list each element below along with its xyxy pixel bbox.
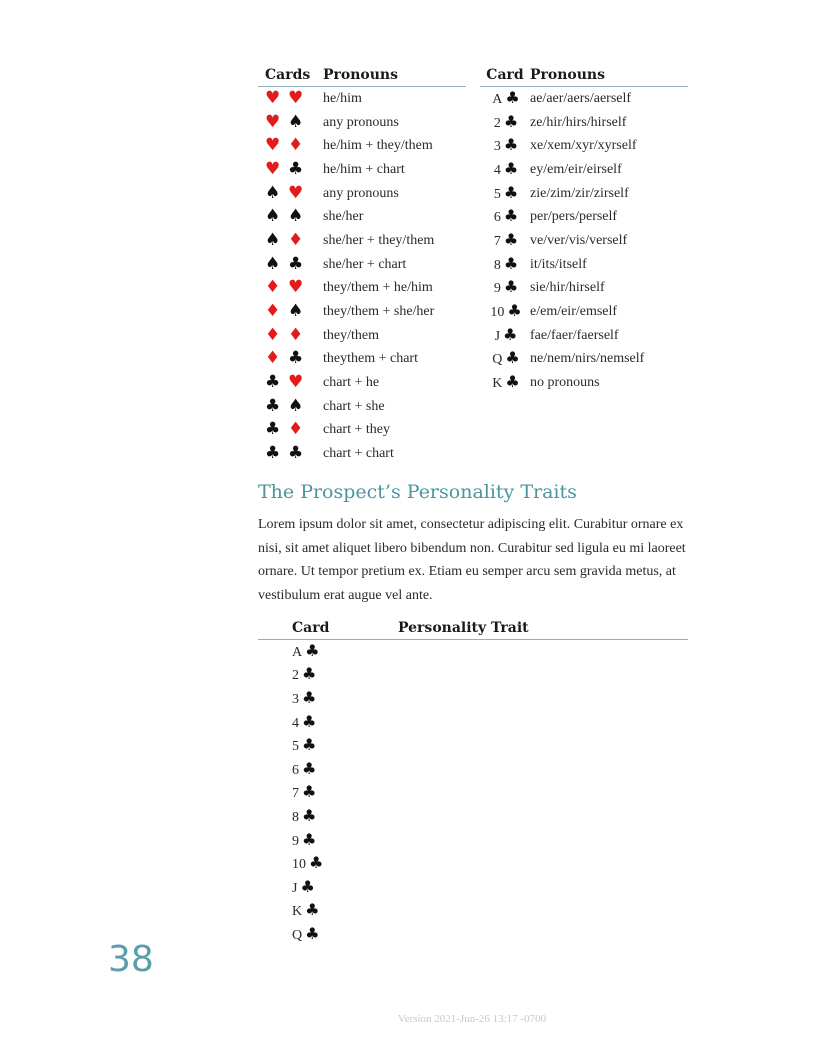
spade-icon: ♠ bbox=[265, 229, 281, 250]
club-icon: ♣ bbox=[503, 135, 519, 155]
card-suits-cell bbox=[258, 182, 323, 206]
club-icon: ♣ bbox=[305, 900, 320, 920]
trait-cell bbox=[398, 687, 688, 711]
table-row bbox=[258, 852, 688, 876]
pronoun-cell: ey/em/eir/eirself bbox=[530, 161, 622, 177]
pronoun-cell: e/em/eir/emself bbox=[530, 304, 618, 320]
pronoun-cell: they/them + she/her bbox=[323, 304, 435, 320]
table-row bbox=[480, 134, 688, 158]
pronoun-cell: any pronouns bbox=[323, 185, 399, 201]
card-rank: 4 bbox=[493, 162, 501, 178]
club-icon: ♣ bbox=[309, 853, 324, 873]
card-rank: 6 bbox=[493, 210, 501, 226]
pronoun-cell: he/him + they/them bbox=[323, 138, 433, 154]
header-pronouns: Pronouns bbox=[530, 67, 688, 87]
card-cell bbox=[258, 758, 398, 782]
heart-icon: ♥ bbox=[288, 372, 304, 393]
card-cell bbox=[480, 229, 530, 253]
card-cell bbox=[258, 711, 398, 735]
trait-cell bbox=[398, 664, 688, 688]
club-icon: ♣ bbox=[503, 253, 519, 273]
card-cell bbox=[480, 87, 530, 111]
table-row bbox=[258, 805, 688, 829]
pronoun-cell: any pronouns bbox=[323, 114, 399, 130]
pronoun-cell: xe/xem/xyr/xyrself bbox=[530, 138, 637, 154]
pronoun-cell: chart + she bbox=[323, 398, 385, 414]
trait-cell bbox=[398, 734, 688, 758]
trait-cell bbox=[398, 876, 688, 900]
heart-icon: ♥ bbox=[288, 182, 304, 203]
card-rank: 6 bbox=[292, 762, 299, 778]
card-cell bbox=[480, 134, 530, 158]
club-icon: ♣ bbox=[503, 277, 519, 297]
spade-icon: ♠ bbox=[265, 253, 281, 274]
pronoun-table-clubs bbox=[480, 67, 688, 395]
heart-icon: ♥ bbox=[288, 87, 304, 108]
club-icon: ♣ bbox=[302, 782, 317, 802]
card-rank: J bbox=[292, 880, 298, 896]
section-heading: The Prospect’s Personality Traits bbox=[258, 481, 577, 503]
card-cell bbox=[480, 324, 530, 348]
diamond-icon: ♦ bbox=[265, 277, 281, 298]
club-icon: ♣ bbox=[302, 664, 317, 684]
card-cell bbox=[480, 182, 530, 206]
card-cell bbox=[258, 640, 398, 664]
card-rank: K bbox=[492, 376, 503, 392]
club-icon: ♣ bbox=[302, 805, 317, 825]
club-icon: ♣ bbox=[265, 419, 281, 440]
card-rank: 8 bbox=[493, 257, 501, 273]
table-row bbox=[258, 300, 466, 324]
header-personality-trait: Personality Trait bbox=[398, 620, 688, 640]
club-icon: ♣ bbox=[503, 206, 519, 226]
personality-trait-table bbox=[258, 620, 688, 947]
card-cell bbox=[258, 876, 398, 900]
pronoun-cell: they/them + he/him bbox=[323, 280, 433, 296]
club-icon: ♣ bbox=[300, 876, 315, 896]
heart-icon: ♥ bbox=[288, 277, 304, 298]
table-row bbox=[258, 205, 466, 229]
club-icon: ♣ bbox=[265, 395, 281, 416]
club-icon: ♣ bbox=[288, 253, 304, 274]
pronoun-cell: zie/zim/zir/zirself bbox=[530, 185, 629, 201]
table-row bbox=[480, 205, 688, 229]
card-cell bbox=[258, 805, 398, 829]
version-footer: Version 2021-Jun-26 13:17 -0700 bbox=[397, 1013, 547, 1025]
pronoun-cell: ne/nem/nirs/nemself bbox=[530, 351, 645, 367]
table-row bbox=[480, 253, 688, 277]
card-rank: 2 bbox=[292, 668, 299, 684]
card-rank: A bbox=[292, 644, 303, 660]
card-rank: 9 bbox=[292, 833, 299, 849]
pronoun-cell: ae/aer/aers/aerself bbox=[530, 90, 632, 106]
pronoun-cell: he/him bbox=[323, 90, 362, 106]
table-row bbox=[480, 158, 688, 182]
pronoun-table-suits bbox=[258, 67, 466, 466]
card-rank: A bbox=[492, 91, 503, 107]
card-cell bbox=[258, 923, 398, 947]
table-row bbox=[258, 664, 688, 688]
table-header-row bbox=[480, 67, 688, 87]
diamond-icon: ♦ bbox=[265, 324, 281, 345]
table-row bbox=[480, 300, 688, 324]
trait-cell bbox=[398, 805, 688, 829]
pronoun-cell: she/her + chart bbox=[323, 256, 407, 272]
diamond-icon: ♦ bbox=[288, 324, 304, 345]
table-row bbox=[258, 711, 688, 735]
table-row bbox=[258, 782, 688, 806]
trait-cell bbox=[398, 782, 688, 806]
club-icon: ♣ bbox=[288, 158, 304, 179]
table-row bbox=[258, 395, 466, 419]
spade-icon: ♠ bbox=[288, 395, 304, 416]
pronoun-cell: chart + he bbox=[323, 375, 380, 391]
header-cards: Cards bbox=[258, 67, 323, 87]
card-suits-cell bbox=[258, 348, 323, 372]
card-suits-cell bbox=[258, 229, 323, 253]
pronoun-cell: they/them bbox=[323, 327, 379, 343]
club-icon: ♣ bbox=[302, 687, 317, 707]
table-row bbox=[480, 229, 688, 253]
card-cell bbox=[480, 158, 530, 182]
card-rank: 5 bbox=[292, 739, 299, 755]
table-header-row bbox=[258, 67, 466, 87]
card-suits-cell bbox=[258, 419, 323, 443]
card-rank: 10 bbox=[292, 857, 306, 873]
table-row bbox=[480, 111, 688, 135]
table-row bbox=[258, 829, 688, 853]
club-icon: ♣ bbox=[505, 87, 520, 107]
table-row bbox=[258, 758, 688, 782]
card-cell bbox=[480, 371, 530, 395]
trait-cell bbox=[398, 852, 688, 876]
trait-cell bbox=[398, 758, 688, 782]
club-icon: ♣ bbox=[265, 372, 281, 393]
card-rank: 8 bbox=[292, 809, 299, 825]
club-icon: ♣ bbox=[503, 158, 519, 178]
table-row bbox=[480, 371, 688, 395]
card-rank: 9 bbox=[493, 281, 501, 297]
card-suits-cell bbox=[258, 205, 323, 229]
club-icon: ♣ bbox=[503, 111, 519, 131]
card-rank: K bbox=[292, 904, 303, 920]
table-row bbox=[480, 87, 688, 111]
card-suits-cell bbox=[258, 111, 323, 135]
trait-cell bbox=[398, 829, 688, 853]
table-row bbox=[258, 182, 466, 206]
card-cell bbox=[258, 664, 398, 688]
trait-cell bbox=[398, 923, 688, 947]
trait-cell bbox=[398, 900, 688, 924]
table-row bbox=[480, 182, 688, 206]
table-row bbox=[258, 229, 466, 253]
spade-icon: ♠ bbox=[288, 111, 304, 132]
club-icon: ♣ bbox=[507, 301, 522, 321]
pronoun-cell: she/her bbox=[323, 209, 364, 225]
diamond-icon: ♦ bbox=[288, 135, 304, 156]
table-row bbox=[258, 442, 466, 466]
club-icon: ♣ bbox=[302, 829, 317, 849]
table-row bbox=[258, 253, 466, 277]
card-rank: 7 bbox=[292, 786, 299, 802]
card-cell bbox=[480, 111, 530, 135]
pronoun-cell: ve/ver/vis/verself bbox=[530, 232, 628, 248]
table-row bbox=[480, 324, 688, 348]
table-row bbox=[258, 734, 688, 758]
card-suits-cell bbox=[258, 300, 323, 324]
card-suits-cell bbox=[258, 395, 323, 419]
card-suits-cell bbox=[258, 371, 323, 395]
card-suits-cell bbox=[258, 158, 323, 182]
card-rank: 10 bbox=[490, 305, 505, 321]
card-suits-cell bbox=[258, 134, 323, 158]
heart-icon: ♥ bbox=[265, 158, 281, 179]
diamond-icon: ♦ bbox=[265, 301, 281, 322]
card-cell bbox=[258, 687, 398, 711]
card-cell bbox=[480, 300, 530, 324]
club-icon: ♣ bbox=[505, 372, 520, 392]
pronoun-cell: chart + they bbox=[323, 422, 390, 438]
club-icon: ♣ bbox=[288, 348, 304, 369]
table-row bbox=[258, 134, 466, 158]
trait-cell bbox=[398, 640, 688, 664]
table-row bbox=[258, 371, 466, 395]
header-card: Card bbox=[480, 67, 530, 87]
trait-cell bbox=[398, 711, 688, 735]
pronoun-cell: it/its/itself bbox=[530, 256, 587, 272]
table-row bbox=[480, 348, 688, 372]
club-icon: ♣ bbox=[305, 923, 320, 943]
card-rank: 7 bbox=[493, 233, 501, 249]
table-row bbox=[258, 419, 466, 443]
pronoun-cell: she/her + they/them bbox=[323, 232, 435, 248]
diamond-icon: ♦ bbox=[288, 229, 304, 250]
card-rank: J bbox=[494, 328, 501, 344]
club-icon: ♣ bbox=[505, 348, 520, 368]
card-cell bbox=[258, 900, 398, 924]
diamond-icon: ♦ bbox=[288, 419, 304, 440]
club-icon: ♣ bbox=[265, 443, 281, 464]
table-row bbox=[258, 876, 688, 900]
header-card: Card bbox=[258, 620, 398, 640]
card-rank: 3 bbox=[292, 691, 299, 707]
pronoun-cell: theythem + chart bbox=[323, 351, 418, 367]
card-rank: 3 bbox=[493, 139, 501, 155]
table-row bbox=[258, 158, 466, 182]
pronoun-cell: he/him + chart bbox=[323, 161, 405, 177]
card-suits-cell bbox=[258, 87, 323, 111]
club-icon: ♣ bbox=[302, 711, 317, 731]
club-icon: ♣ bbox=[305, 640, 320, 660]
spade-icon: ♠ bbox=[265, 206, 281, 227]
table-row bbox=[480, 277, 688, 301]
heart-icon: ♥ bbox=[265, 135, 281, 156]
pronoun-cell: per/pers/perself bbox=[530, 209, 618, 225]
card-cell bbox=[480, 205, 530, 229]
pronoun-cell: ze/hir/hirs/hirself bbox=[530, 114, 627, 130]
card-cell bbox=[258, 734, 398, 758]
card-cell bbox=[480, 348, 530, 372]
card-cell bbox=[480, 277, 530, 301]
pronoun-cell: sie/hir/hirself bbox=[530, 280, 605, 296]
table-row bbox=[258, 348, 466, 372]
pronoun-cell: no pronouns bbox=[530, 375, 600, 391]
heart-icon: ♥ bbox=[265, 111, 281, 132]
card-suits-cell bbox=[258, 324, 323, 348]
card-rank: 2 bbox=[493, 115, 501, 131]
table-row bbox=[258, 640, 688, 664]
card-suits-cell bbox=[258, 442, 323, 466]
card-rank: 5 bbox=[493, 186, 501, 202]
table-header-row bbox=[258, 620, 688, 640]
header-pronouns: Pronouns bbox=[323, 67, 466, 87]
card-rank: 4 bbox=[292, 715, 299, 731]
spade-icon: ♠ bbox=[288, 206, 304, 227]
club-icon: ♣ bbox=[503, 324, 518, 344]
table-row bbox=[258, 324, 466, 348]
club-icon: ♣ bbox=[503, 182, 519, 202]
page-number: 38 bbox=[108, 939, 154, 980]
pronoun-cell: fae/faer/faerself bbox=[530, 327, 619, 343]
card-cell bbox=[258, 782, 398, 806]
club-icon: ♣ bbox=[503, 229, 519, 249]
card-suits-cell bbox=[258, 277, 323, 301]
table-row bbox=[258, 923, 688, 947]
table-row bbox=[258, 111, 466, 135]
club-icon: ♣ bbox=[288, 443, 304, 464]
card-cell bbox=[480, 253, 530, 277]
club-icon: ♣ bbox=[302, 758, 317, 778]
pronoun-cell: chart + chart bbox=[323, 446, 394, 462]
card-suits-cell bbox=[258, 253, 323, 277]
card-cell bbox=[258, 852, 398, 876]
table-row bbox=[258, 687, 688, 711]
card-rank: Q bbox=[292, 927, 303, 943]
spade-icon: ♠ bbox=[288, 301, 304, 322]
heart-icon: ♥ bbox=[265, 87, 281, 108]
table-row bbox=[258, 87, 466, 111]
spade-icon: ♠ bbox=[265, 182, 281, 203]
table-row bbox=[258, 900, 688, 924]
table-row bbox=[258, 277, 466, 301]
card-rank: Q bbox=[492, 352, 503, 368]
section-paragraph: Lorem ipsum dolor sit amet, consectetur adipiscing elit. Curabitur ornare ex nisi, sit amet aliquet libero bibendum non. Curabitur sed ligula eu mi laoreet ornare. Ut tempor pretium ex. Etiam eu semper arcu sem gravida metus, at vestibulum erat augue vel ante. bbox=[258, 517, 686, 604]
club-icon: ♣ bbox=[302, 735, 317, 755]
diamond-icon: ♦ bbox=[265, 348, 281, 369]
card-cell bbox=[258, 829, 398, 853]
